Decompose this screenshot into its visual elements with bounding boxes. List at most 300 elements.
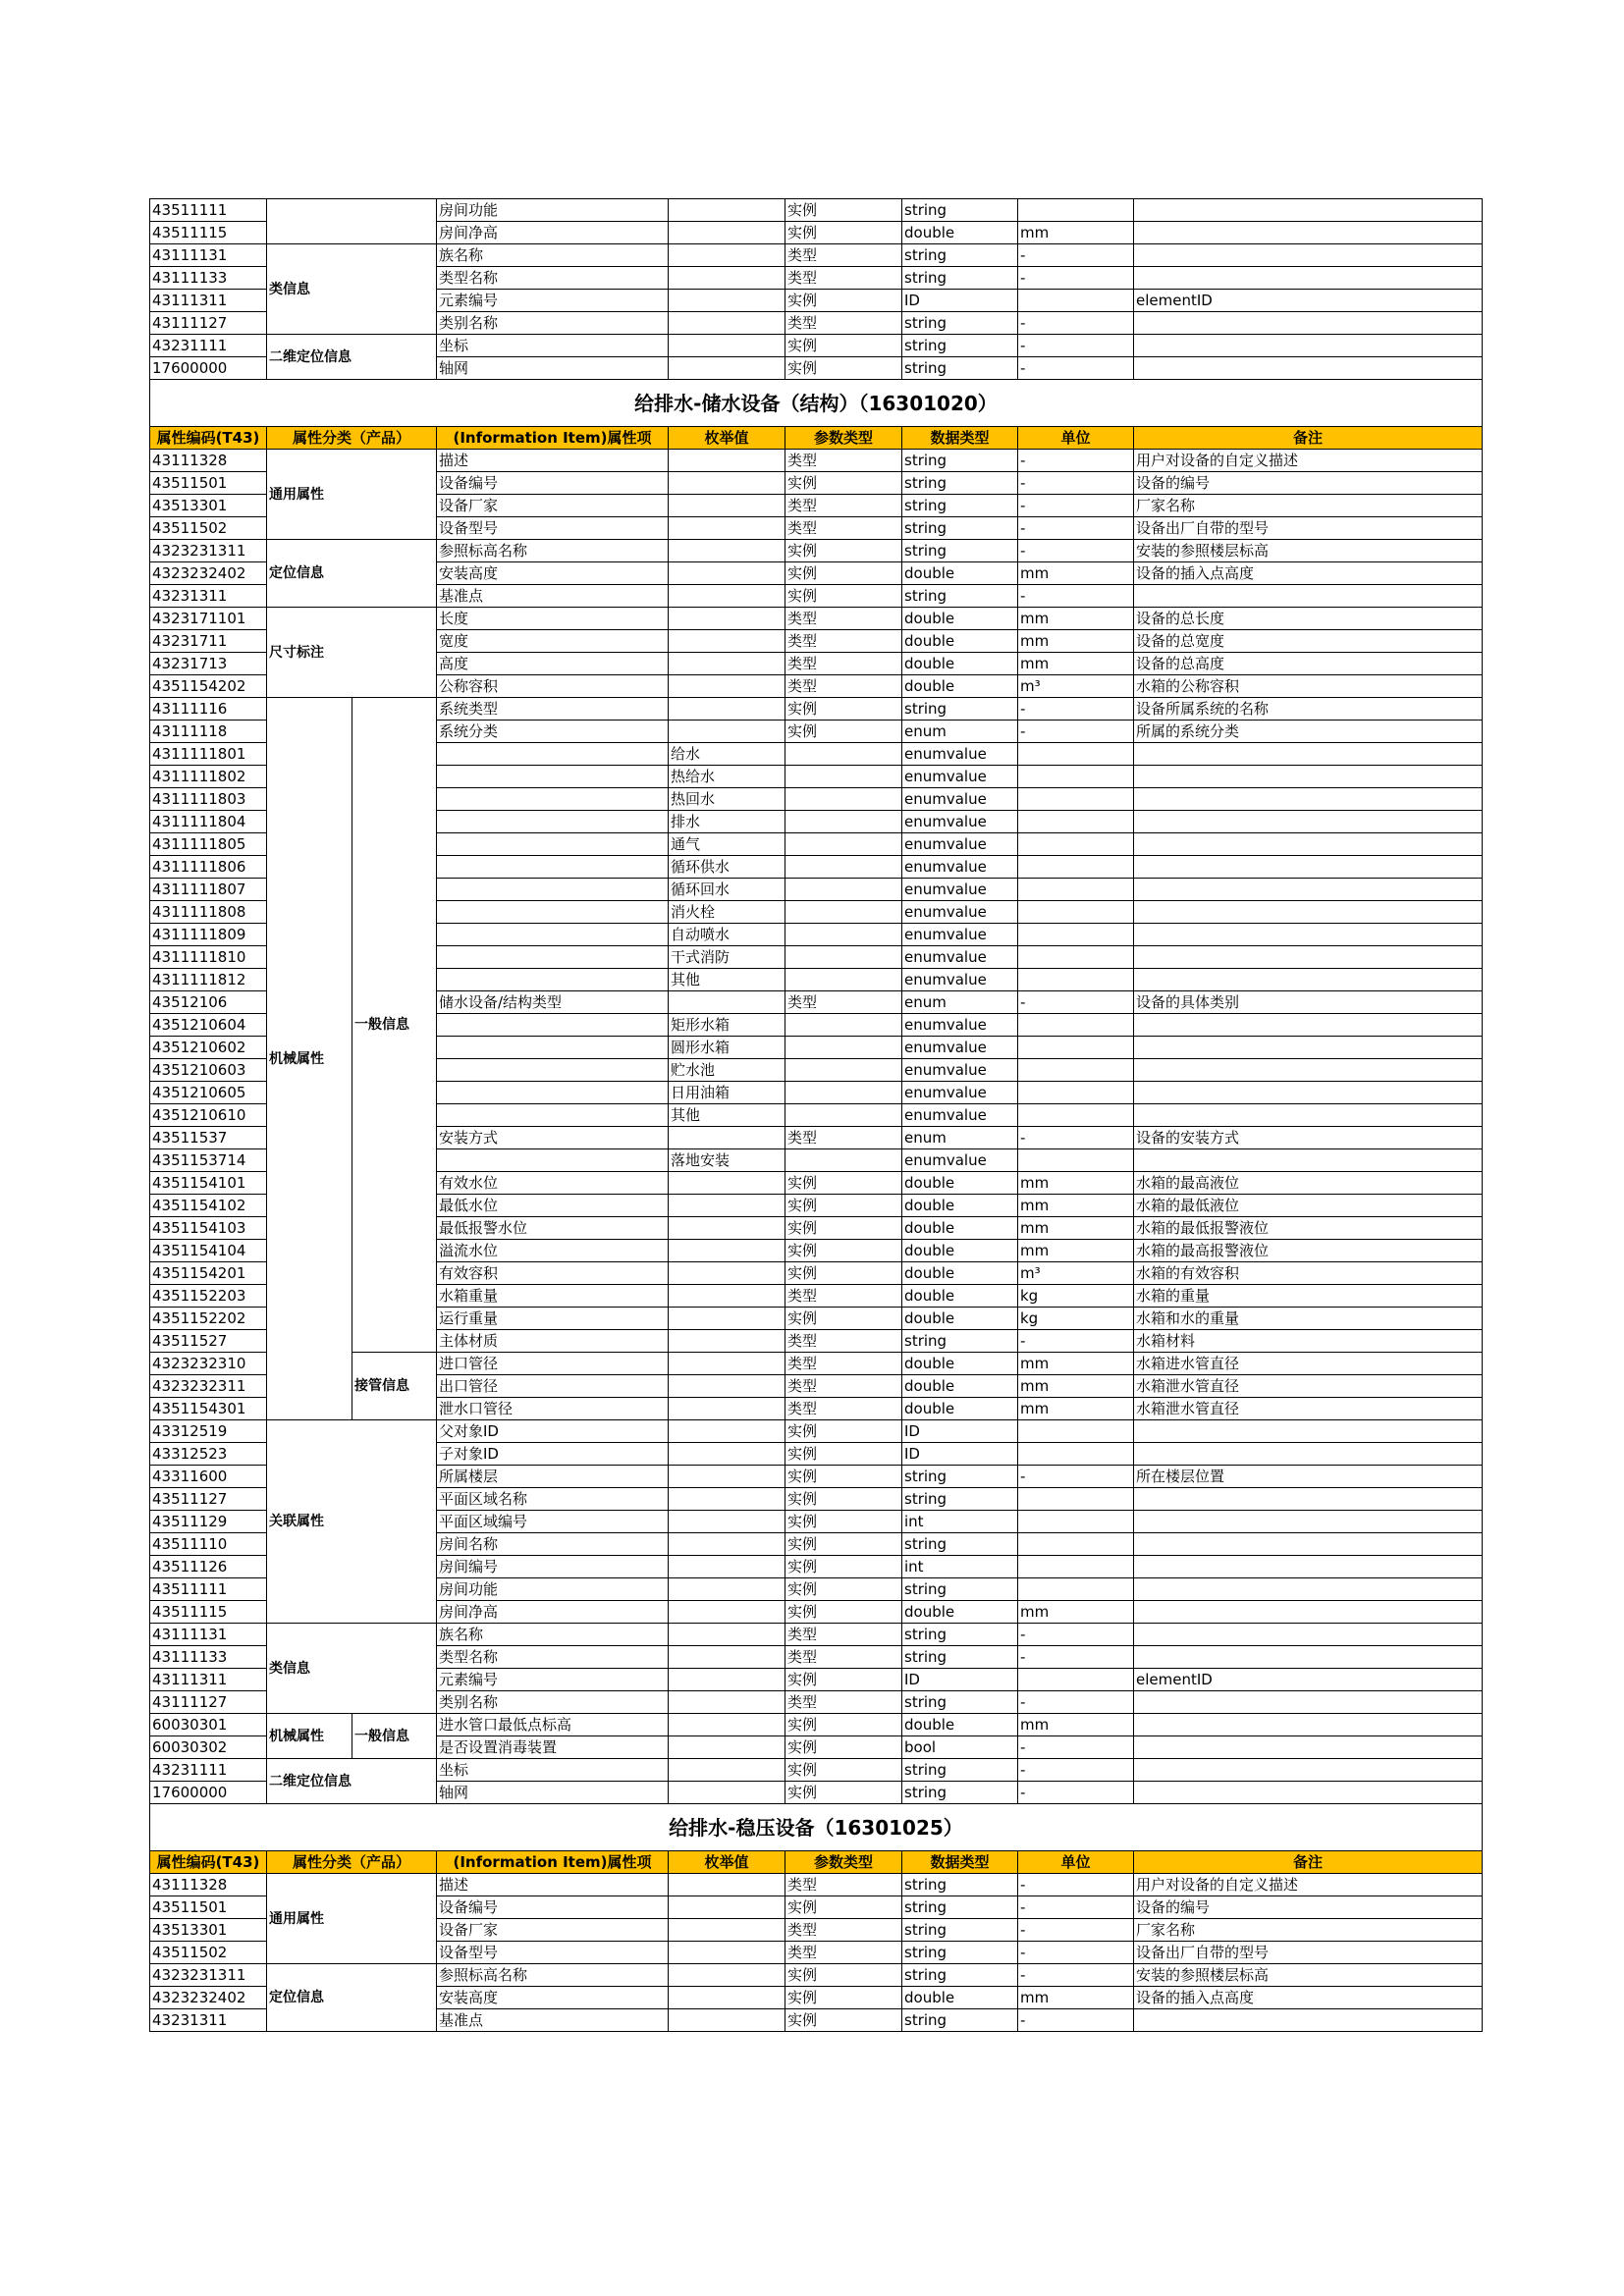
attribute-code: 43511501 <box>150 1896 267 1919</box>
parameter-type: 类型 <box>785 1285 902 1308</box>
section-title: 给排水-稳压设备（16301025） <box>150 1804 1483 1851</box>
enum-value <box>669 1330 785 1353</box>
attribute-code: 17600000 <box>150 357 267 380</box>
parameter-type: 实例 <box>785 357 902 380</box>
parameter-type: 实例 <box>785 199 902 222</box>
parameter-type: 实例 <box>785 1578 902 1601</box>
data-type: enumvalue <box>902 766 1018 788</box>
category-cell: 尺寸标注 <box>267 608 437 698</box>
remark <box>1134 1624 1483 1646</box>
remark: 水箱的公称容积 <box>1134 675 1483 698</box>
remark: 所属的系统分类 <box>1134 721 1483 743</box>
attribute-name <box>437 1014 669 1037</box>
attribute-code: 4351210605 <box>150 1082 267 1104</box>
unit <box>1018 969 1134 991</box>
attribute-table <box>149 198 1483 2032</box>
attribute-code: 43111311 <box>150 290 267 312</box>
parameter-type: 实例 <box>785 472 902 495</box>
header-row <box>150 1851 1483 1874</box>
remark: 设备的总长度 <box>1134 608 1483 630</box>
attribute-code: 43111328 <box>150 1874 267 1896</box>
data-type: double <box>902 1375 1018 1398</box>
enum-value <box>669 630 785 653</box>
remark <box>1134 833 1483 856</box>
parameter-type: 实例 <box>785 1533 902 1556</box>
attribute-name: 类别名称 <box>437 1691 669 1714</box>
unit <box>1018 1511 1134 1533</box>
remark: 用户对设备的自定义描述 <box>1134 1874 1483 1896</box>
remark: elementID <box>1134 1669 1483 1691</box>
attribute-code: 43511126 <box>150 1556 267 1578</box>
attribute-code: 4311111802 <box>150 766 267 788</box>
data-type: double <box>902 222 1018 244</box>
parameter-type: 实例 <box>785 540 902 562</box>
data-type: double <box>902 1285 1018 1308</box>
attribute-name: 族名称 <box>437 1624 669 1646</box>
enum-value <box>669 562 785 585</box>
attribute-code: 43511501 <box>150 472 267 495</box>
attribute-name: 坐标 <box>437 335 669 357</box>
unit: - <box>1018 540 1134 562</box>
attribute-name: 水箱重量 <box>437 1285 669 1308</box>
remark: 水箱的最低报警液位 <box>1134 1217 1483 1240</box>
data-type: double <box>902 1217 1018 1240</box>
parameter-type <box>785 879 902 901</box>
remark: 厂家名称 <box>1134 495 1483 517</box>
data-type: string <box>902 1330 1018 1353</box>
enum-value <box>669 472 785 495</box>
enum-value: 日用油箱 <box>669 1082 785 1104</box>
data-type: enumvalue <box>902 788 1018 811</box>
attribute-name: 类型名称 <box>437 1646 669 1669</box>
unit: kg <box>1018 1285 1134 1308</box>
attribute-name: 宽度 <box>437 630 669 653</box>
attribute-name: 高度 <box>437 653 669 675</box>
data-type: string <box>902 267 1018 290</box>
attribute-code: 43231111 <box>150 1759 267 1782</box>
attribute-code: 4311111807 <box>150 879 267 901</box>
unit: - <box>1018 721 1134 743</box>
unit: - <box>1018 1691 1134 1714</box>
attribute-code: 4311111806 <box>150 856 267 879</box>
attribute-name: 公称容积 <box>437 675 669 698</box>
table-row <box>150 199 1483 222</box>
attribute-code: 43511111 <box>150 199 267 222</box>
remark: 水箱和水的重量 <box>1134 1308 1483 1330</box>
unit <box>1018 1578 1134 1601</box>
attribute-code: 17600000 <box>150 1782 267 1804</box>
table-row <box>150 450 1483 472</box>
data-type: int <box>902 1556 1018 1578</box>
attribute-code: 43511110 <box>150 1533 267 1556</box>
enum-value <box>669 1782 785 1804</box>
attribute-code: 43511115 <box>150 1601 267 1624</box>
data-type: enumvalue <box>902 1014 1018 1037</box>
remark <box>1134 357 1483 380</box>
remark: 安装的参照楼层标高 <box>1134 1964 1483 1987</box>
enum-value <box>669 222 785 244</box>
table-row <box>150 608 1483 630</box>
enum-value <box>669 1466 785 1488</box>
attribute-name: 系统分类 <box>437 721 669 743</box>
attribute-code: 43111133 <box>150 1646 267 1669</box>
remark: 设备的插入点高度 <box>1134 1987 1483 2009</box>
category-cell: 通用属性 <box>267 1874 437 1964</box>
attribute-name <box>437 879 669 901</box>
unit: mm <box>1018 562 1134 585</box>
unit: - <box>1018 2009 1134 2032</box>
category-cell: 定位信息 <box>267 1964 437 2032</box>
table-row <box>150 1714 1483 1736</box>
parameter-type <box>785 811 902 833</box>
data-type: ID <box>902 1669 1018 1691</box>
parameter-type <box>785 766 902 788</box>
attribute-name: 最低报警水位 <box>437 1217 669 1240</box>
data-type: string <box>902 1466 1018 1488</box>
attribute-code: 43111133 <box>150 267 267 290</box>
unit: mm <box>1018 1987 1134 2009</box>
attribute-name: 设备编号 <box>437 472 669 495</box>
enum-value <box>669 1262 785 1285</box>
parameter-type: 类型 <box>785 1330 902 1353</box>
enum-value <box>669 1285 785 1308</box>
parameter-type <box>785 1149 902 1172</box>
column-header: 数据类型 <box>902 427 1018 450</box>
remark: elementID <box>1134 290 1483 312</box>
unit: mm <box>1018 1353 1134 1375</box>
data-type: string <box>902 1782 1018 1804</box>
remark <box>1134 1578 1483 1601</box>
unit <box>1018 1014 1134 1037</box>
subcategory-cell: 一般信息 <box>352 1714 437 1759</box>
attribute-code: 4351154202 <box>150 675 267 698</box>
column-header: 枚举值 <box>669 427 785 450</box>
attribute-name <box>437 1059 669 1082</box>
enum-value <box>669 357 785 380</box>
remark <box>1134 1782 1483 1804</box>
remark <box>1134 244 1483 267</box>
attribute-name: 参照标高名称 <box>437 1964 669 1987</box>
enum-value <box>669 1511 785 1533</box>
attribute-code: 43511111 <box>150 1578 267 1601</box>
data-type: double <box>902 1172 1018 1195</box>
enum-value <box>669 1172 785 1195</box>
attribute-code: 4351152202 <box>150 1308 267 1330</box>
parameter-type <box>785 856 902 879</box>
attribute-code: 4323171101 <box>150 608 267 630</box>
column-header: (Information Item)属性项 <box>437 427 669 450</box>
unit: - <box>1018 1942 1134 1964</box>
unit <box>1018 924 1134 946</box>
attribute-name: 平面区域名称 <box>437 1488 669 1511</box>
enum-value <box>669 1646 785 1669</box>
enum-value: 消火栓 <box>669 901 785 924</box>
enum-value <box>669 1240 785 1262</box>
enum-value: 循环供水 <box>669 856 785 879</box>
enum-value <box>669 1964 785 1987</box>
parameter-type: 类型 <box>785 1353 902 1375</box>
attribute-name: 设备编号 <box>437 1896 669 1919</box>
enum-value <box>669 517 785 540</box>
unit: - <box>1018 1874 1134 1896</box>
data-type: string <box>902 1942 1018 1964</box>
remark <box>1134 946 1483 969</box>
attribute-code: 43231311 <box>150 2009 267 2032</box>
attribute-code: 43111118 <box>150 721 267 743</box>
parameter-type: 实例 <box>785 1308 902 1330</box>
attribute-code: 4311111803 <box>150 788 267 811</box>
data-type: enumvalue <box>902 969 1018 991</box>
remark <box>1134 1511 1483 1533</box>
parameter-type: 类型 <box>785 1127 902 1149</box>
attribute-code: 4351154104 <box>150 1240 267 1262</box>
attribute-name: 平面区域编号 <box>437 1511 669 1533</box>
parameter-type: 实例 <box>785 1759 902 1782</box>
unit: mm <box>1018 630 1134 653</box>
attribute-code: 4351154101 <box>150 1172 267 1195</box>
parameter-type: 类型 <box>785 991 902 1014</box>
remark <box>1134 1488 1483 1511</box>
attribute-name <box>437 901 669 924</box>
parameter-type: 实例 <box>785 585 902 608</box>
attribute-name <box>437 811 669 833</box>
remark: 设备出厂自带的型号 <box>1134 1942 1483 1964</box>
unit <box>1018 1556 1134 1578</box>
table-row <box>150 1759 1483 1782</box>
attribute-code: 4311111804 <box>150 811 267 833</box>
attribute-code: 4323231311 <box>150 540 267 562</box>
parameter-type: 类型 <box>785 675 902 698</box>
attribute-name: 父对象ID <box>437 1420 669 1443</box>
remark: 安装的参照楼层标高 <box>1134 540 1483 562</box>
remark <box>1134 1059 1483 1082</box>
enum-value <box>669 1398 785 1420</box>
unit: m³ <box>1018 675 1134 698</box>
unit: mm <box>1018 1375 1134 1398</box>
column-header: 参数类型 <box>785 1851 902 1874</box>
attribute-name: 基准点 <box>437 585 669 608</box>
parameter-type: 类型 <box>785 1646 902 1669</box>
table-row <box>150 540 1483 562</box>
section-title-row <box>150 1804 1483 1851</box>
enum-value <box>669 1896 785 1919</box>
enum-value <box>669 1217 785 1240</box>
attribute-name: 最低水位 <box>437 1195 669 1217</box>
attribute-code: 43111127 <box>150 312 267 335</box>
table-row <box>150 335 1483 357</box>
remark <box>1134 222 1483 244</box>
unit <box>1018 811 1134 833</box>
header-row <box>150 427 1483 450</box>
enum-value <box>669 244 785 267</box>
unit: - <box>1018 1736 1134 1759</box>
column-header: 属性编码(T43) <box>150 427 267 450</box>
attribute-name: 子对象ID <box>437 1443 669 1466</box>
column-header: 备注 <box>1134 427 1483 450</box>
remark: 设备的插入点高度 <box>1134 562 1483 585</box>
enum-value: 循环回水 <box>669 879 785 901</box>
attribute-code: 43513301 <box>150 1919 267 1942</box>
data-type: bool <box>902 1736 1018 1759</box>
attribute-name: 类别名称 <box>437 312 669 335</box>
unit <box>1018 1533 1134 1556</box>
unit <box>1018 901 1134 924</box>
enum-value <box>669 1669 785 1691</box>
unit: mm <box>1018 1172 1134 1195</box>
remark <box>1134 1601 1483 1624</box>
parameter-type <box>785 833 902 856</box>
parameter-type: 实例 <box>785 1511 902 1533</box>
data-type: enumvalue <box>902 743 1018 766</box>
enum-value: 其他 <box>669 1104 785 1127</box>
data-type: double <box>902 1601 1018 1624</box>
parameter-type <box>785 924 902 946</box>
unit <box>1018 1669 1134 1691</box>
attribute-code: 4323232402 <box>150 1987 267 2009</box>
remark: 水箱的重量 <box>1134 1285 1483 1308</box>
remark <box>1134 1533 1483 1556</box>
remark <box>1134 1646 1483 1669</box>
remark: 水箱的有效容积 <box>1134 1262 1483 1285</box>
data-type: enumvalue <box>902 833 1018 856</box>
data-type: string <box>902 312 1018 335</box>
parameter-type: 类型 <box>785 630 902 653</box>
attribute-name <box>437 924 669 946</box>
data-type: ID <box>902 1420 1018 1443</box>
unit: - <box>1018 1896 1134 1919</box>
unit <box>1018 879 1134 901</box>
attribute-name: 长度 <box>437 608 669 630</box>
data-type: double <box>902 675 1018 698</box>
enum-value <box>669 312 785 335</box>
data-type: double <box>902 562 1018 585</box>
data-type: ID <box>902 290 1018 312</box>
enum-value <box>669 1375 785 1398</box>
unit: - <box>1018 335 1134 357</box>
attribute-name: 描述 <box>437 450 669 472</box>
attribute-code: 43311600 <box>150 1466 267 1488</box>
category-cell: 机械属性 <box>267 698 352 1420</box>
column-header: 备注 <box>1134 1851 1483 1874</box>
data-type: double <box>902 1987 1018 2009</box>
remark <box>1134 901 1483 924</box>
attribute-name <box>437 946 669 969</box>
enum-value <box>669 675 785 698</box>
parameter-type: 实例 <box>785 1669 902 1691</box>
attribute-code: 4351154301 <box>150 1398 267 1420</box>
unit: mm <box>1018 1240 1134 1262</box>
unit: - <box>1018 472 1134 495</box>
data-type: string <box>902 1691 1018 1714</box>
remark: 设备出厂自带的型号 <box>1134 517 1483 540</box>
column-header: 单位 <box>1018 427 1134 450</box>
parameter-type: 实例 <box>785 1217 902 1240</box>
enum-value <box>669 1759 785 1782</box>
remark: 厂家名称 <box>1134 1919 1483 1942</box>
attribute-name: 族名称 <box>437 244 669 267</box>
unit <box>1018 1037 1134 1059</box>
attribute-name <box>437 766 669 788</box>
attribute-name <box>437 1082 669 1104</box>
parameter-type: 实例 <box>785 222 902 244</box>
parameter-type: 实例 <box>785 1601 902 1624</box>
unit <box>1018 1082 1134 1104</box>
attribute-name: 类型名称 <box>437 267 669 290</box>
remark: 水箱泄水管直径 <box>1134 1398 1483 1420</box>
remark <box>1134 585 1483 608</box>
parameter-type: 实例 <box>785 2009 902 2032</box>
category-cell <box>267 199 437 244</box>
remark <box>1134 2009 1483 2032</box>
unit <box>1018 856 1134 879</box>
attribute-name: 设备厂家 <box>437 1919 669 1942</box>
attribute-name: 设备型号 <box>437 517 669 540</box>
enum-value: 排水 <box>669 811 785 833</box>
enum-value <box>669 721 785 743</box>
parameter-type: 实例 <box>785 721 902 743</box>
enum-value <box>669 1601 785 1624</box>
unit: - <box>1018 1919 1134 1942</box>
attribute-code: 4323232311 <box>150 1375 267 1398</box>
unit: kg <box>1018 1308 1134 1330</box>
unit: - <box>1018 1782 1134 1804</box>
unit: mm <box>1018 1601 1134 1624</box>
attribute-code: 4351154201 <box>150 1262 267 1285</box>
category-cell: 二维定位信息 <box>267 1759 437 1804</box>
unit: mm <box>1018 1398 1134 1420</box>
enum-value <box>669 540 785 562</box>
attribute-code: 43111127 <box>150 1691 267 1714</box>
parameter-type <box>785 1037 902 1059</box>
remark: 水箱进水管直径 <box>1134 1353 1483 1375</box>
attribute-code: 43511537 <box>150 1127 267 1149</box>
data-type: enumvalue <box>902 1059 1018 1082</box>
parameter-type: 实例 <box>785 1782 902 1804</box>
remark: 设备的安装方式 <box>1134 1127 1483 1149</box>
remark <box>1134 856 1483 879</box>
data-type: string <box>902 1964 1018 1987</box>
attribute-code: 43312523 <box>150 1443 267 1466</box>
enum-value <box>669 1195 785 1217</box>
attribute-code: 4351154103 <box>150 1217 267 1240</box>
parameter-type <box>785 788 902 811</box>
attribute-code: 43231111 <box>150 335 267 357</box>
unit <box>1018 833 1134 856</box>
parameter-type: 实例 <box>785 1987 902 2009</box>
unit: - <box>1018 357 1134 380</box>
attribute-code: 43511502 <box>150 1942 267 1964</box>
attribute-code: 60030301 <box>150 1714 267 1736</box>
unit: - <box>1018 312 1134 335</box>
remark <box>1134 1736 1483 1759</box>
remark <box>1134 1714 1483 1736</box>
column-header: 属性分类（产品） <box>267 427 437 450</box>
enum-value <box>669 1556 785 1578</box>
attribute-code: 4311111801 <box>150 743 267 766</box>
attribute-name <box>437 788 669 811</box>
enum-value: 干式消防 <box>669 946 785 969</box>
parameter-type: 类型 <box>785 267 902 290</box>
enum-value: 落地安装 <box>669 1149 785 1172</box>
data-type: double <box>902 1353 1018 1375</box>
data-type: enumvalue <box>902 811 1018 833</box>
data-type: string <box>902 495 1018 517</box>
data-type: enumvalue <box>902 924 1018 946</box>
attribute-code: 4351210603 <box>150 1059 267 1082</box>
data-type: string <box>902 1874 1018 1896</box>
remark <box>1134 1556 1483 1578</box>
parameter-type: 实例 <box>785 1896 902 1919</box>
